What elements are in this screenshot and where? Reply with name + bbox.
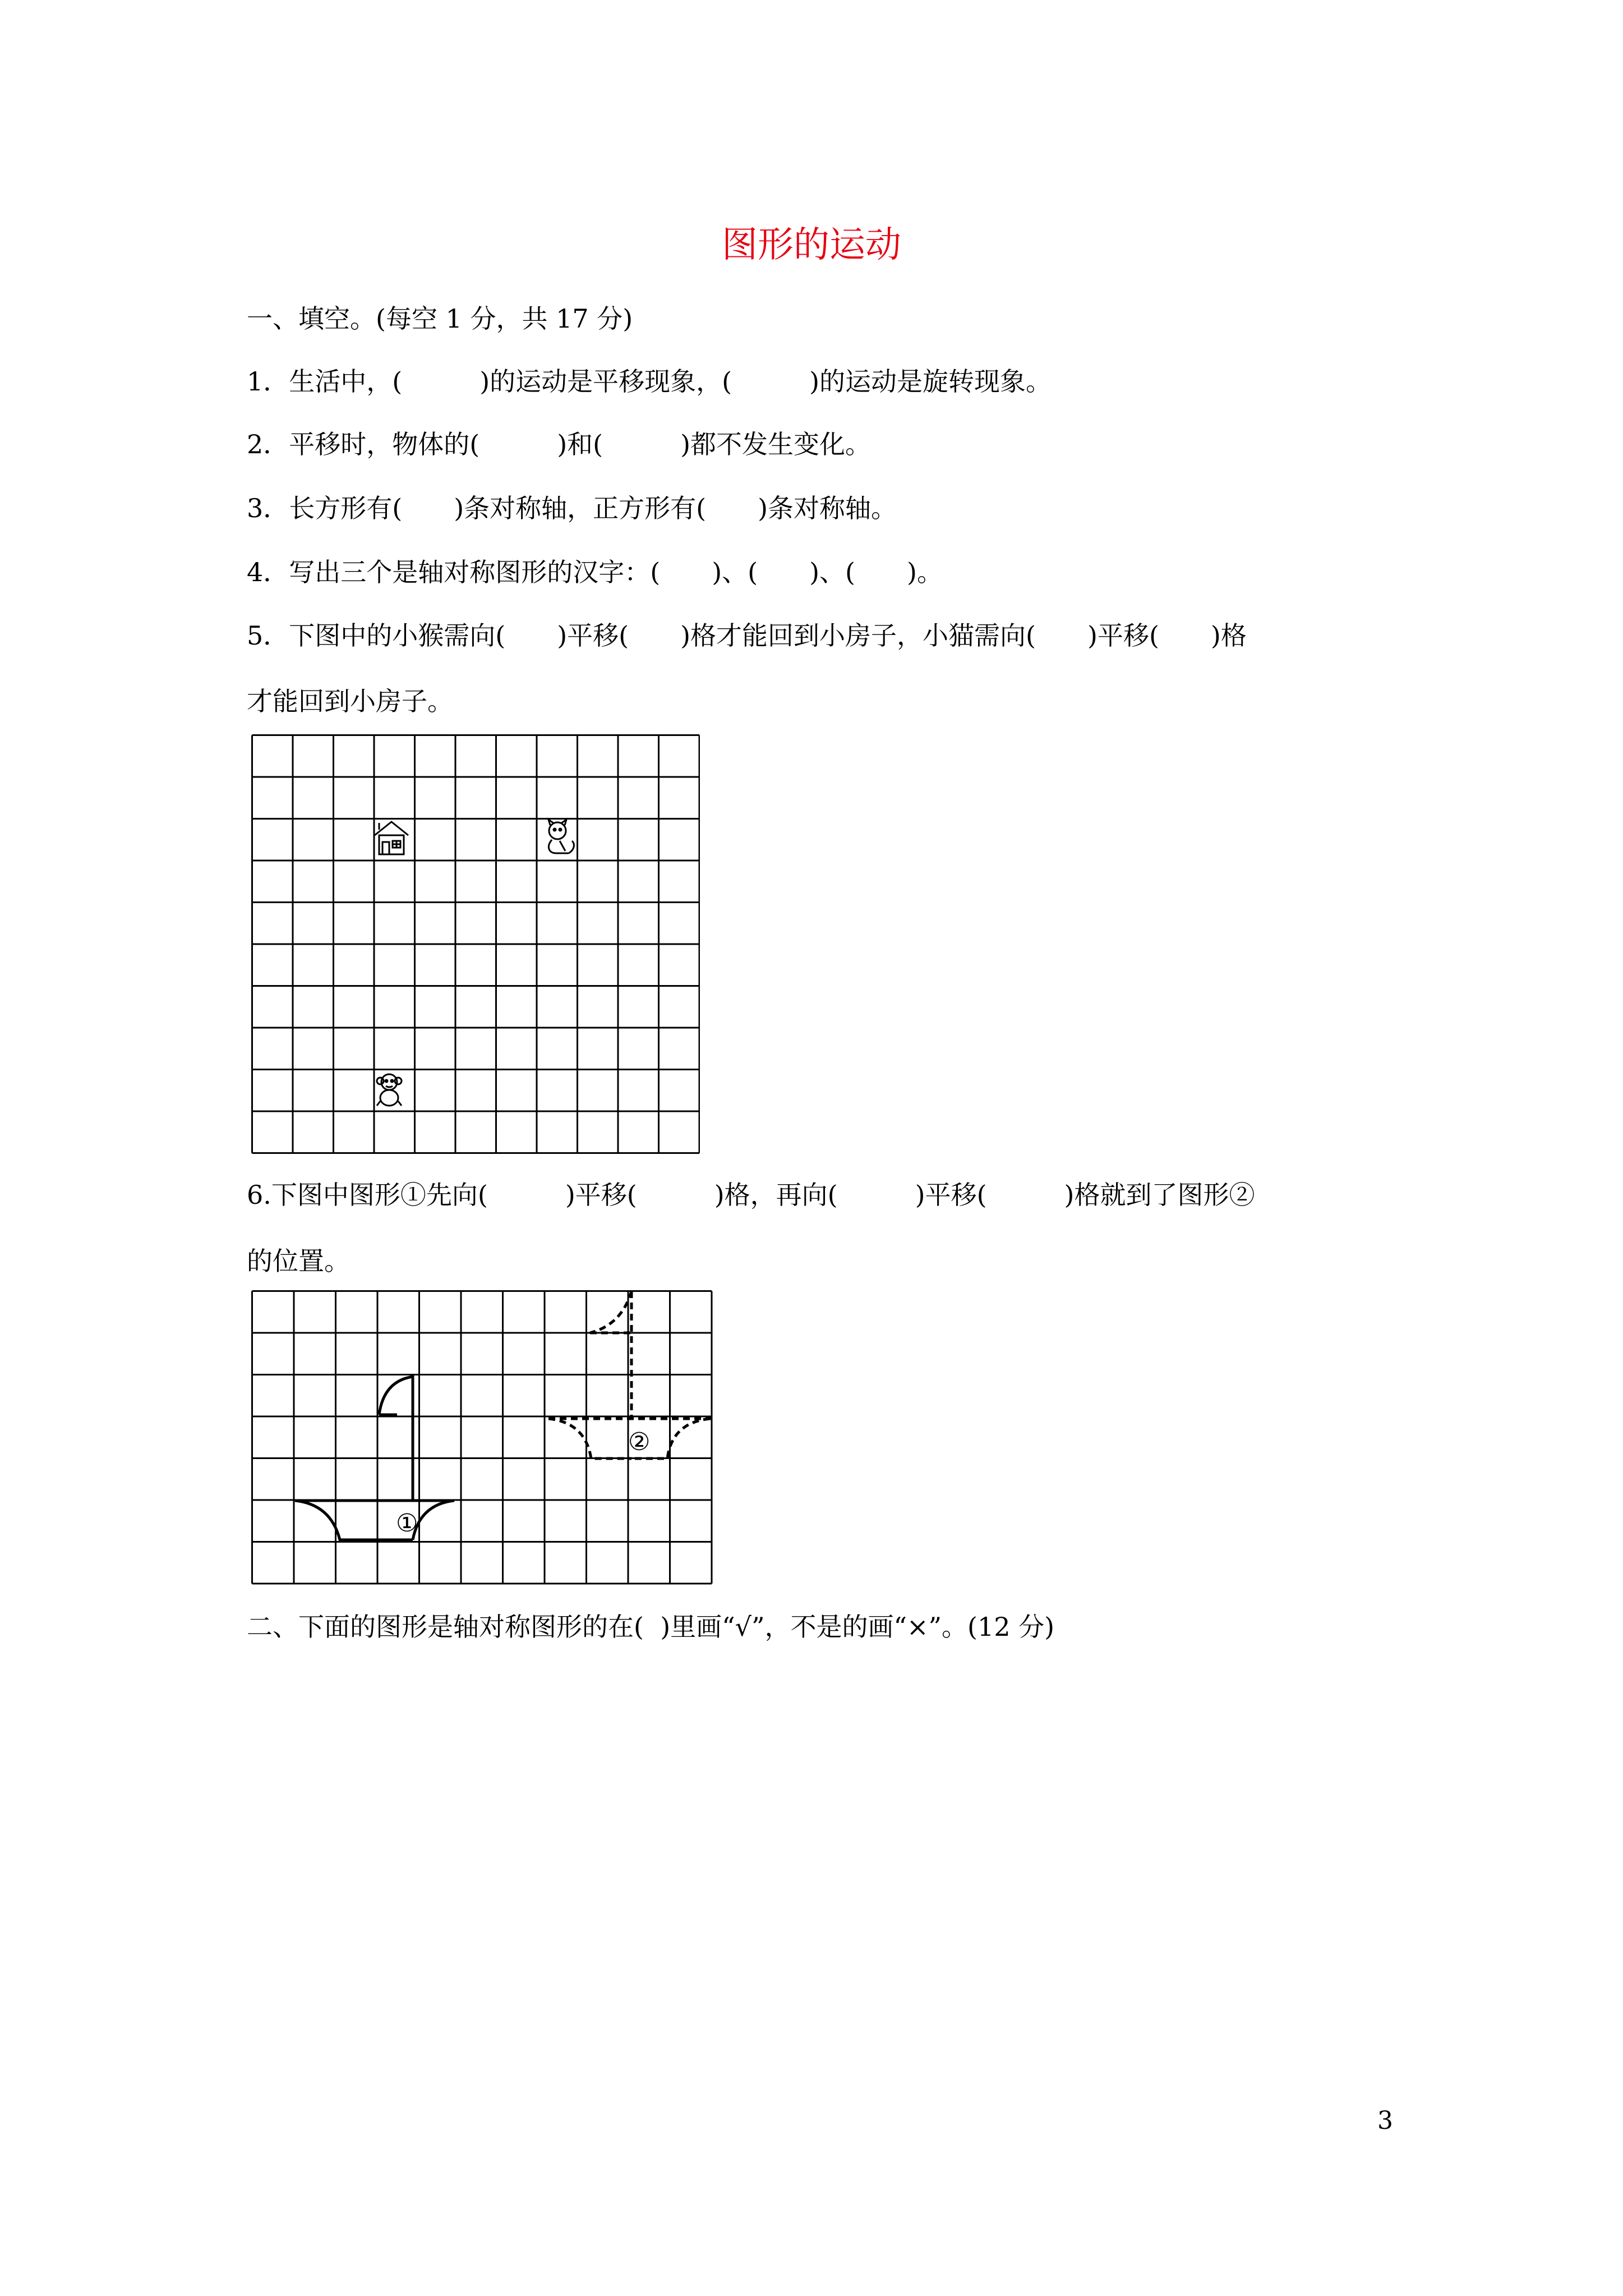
question-3: 3．长方形有( )条对称轴，正方形有( )条对称轴。	[247, 493, 897, 523]
section2-heading: 二、下面的图形是轴对称图形的在( )里画“√”，不是的画“×”。(12 分)	[247, 1612, 1055, 1642]
page-number: 3	[1377, 2106, 1393, 2135]
question-1: 1．生活中，( )的运动是平移现象，( )的运动是旋转现象。	[247, 366, 1052, 397]
monkey-icon	[377, 1074, 402, 1106]
question-5-line2: 才能回到小房子。	[247, 686, 453, 716]
section1-heading: 一、填空。(每空 1 分，共 17 分)	[247, 303, 633, 334]
question-6-line1: 6.下图中图形①先向( )平移( )格，再向( )平移( )格就到了图形②	[247, 1180, 1255, 1210]
house-icon	[375, 822, 408, 854]
grid-shape-translation	[251, 1290, 717, 1588]
question-4: 4．写出三个是轴对称图形的汉字：( )、( )、( )。	[247, 557, 943, 587]
question-6-line2: 的位置。	[247, 1246, 350, 1276]
question-5-line1: 5．下图中的小猴需向( )平移( )格才能回到小房子，小猫需向( )平移( )格	[247, 620, 1247, 651]
page-title: 图形的运动	[722, 224, 901, 266]
cat-icon	[548, 820, 574, 853]
shape-2-label: ②	[628, 1428, 651, 1456]
grid-monkey-cat-house	[251, 734, 700, 1156]
question-2: 2．平移时，物体的( )和( )都不发生变化。	[247, 429, 872, 459]
shape-1-label: ①	[396, 1509, 418, 1538]
